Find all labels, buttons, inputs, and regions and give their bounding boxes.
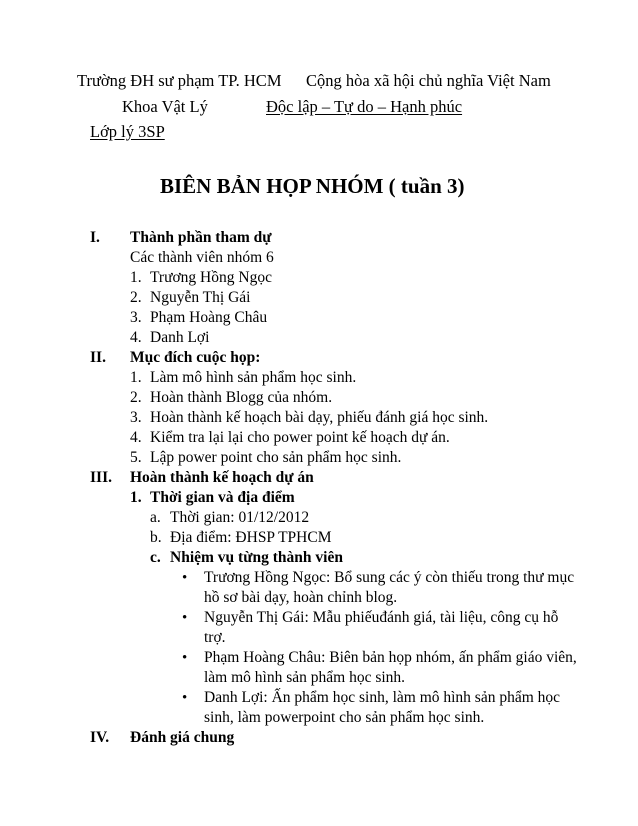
task-bullet-line: • Nguyễn Thị Gái: Mẫu phiếuđánh giá, tài liệu, công cụ hỗ (204, 608, 558, 628)
section-2-heading: Mục đích cuộc họp: (130, 349, 261, 366)
place-text: Địa điểm: ĐHSP TPHCM (170, 529, 332, 546)
task-bullet-line: • Trương Hồng Ngọc: Bổ sung các ý còn thiếu trong thư mục (204, 568, 574, 588)
time-text: Thời gian: 01/12/2012 (170, 509, 310, 526)
subsection-number: 1. (130, 489, 142, 506)
place-letter: b. (150, 529, 162, 546)
section-1-number: I. (90, 229, 100, 246)
section-2-number: II. (90, 349, 106, 366)
section-1-intro: Các thành viên nhóm 6 (130, 249, 274, 266)
task-bullet-line: • Phạm Hoàng Châu: Biên bản họp nhóm, ấn phẩm giáo viên, (204, 648, 577, 668)
purpose-number: 5. (130, 449, 142, 466)
task-bullet-continuation: làm mô hình sản phẩm học sinh. (204, 669, 406, 686)
national-motto: Độc lập – Tự do – Hạnh phúc (266, 97, 463, 116)
member-number: 2. (130, 289, 142, 306)
purpose-item: Hoàn thành Blogg của nhóm. (150, 389, 333, 406)
section-3-number: III. (90, 469, 112, 486)
member-name: Danh Lợi (150, 329, 210, 346)
purpose-number: 1. (130, 369, 142, 386)
section-4-heading: Đánh giá chung (130, 729, 235, 746)
subsection-heading: Thời gian và địa điểm (150, 489, 295, 506)
member-name: Phạm Hoàng Châu (150, 309, 268, 326)
member-name: Trương Hồng Ngọc (150, 269, 272, 286)
purpose-item: Lập power point cho sản phẩm học sinh. (150, 449, 402, 466)
section-1-heading: Thành phần tham dự (130, 229, 272, 246)
task-bullet-continuation: sinh, làm powerpoint cho sản phẩm học sinh. (204, 709, 485, 726)
member-number: 3. (130, 309, 142, 326)
purpose-item: Kiểm tra lại lại cho power point kế hoạch dự án. (150, 429, 450, 446)
purpose-number: 3. (130, 409, 142, 426)
school-name: Trường ĐH sư phạm TP. HCM (77, 71, 282, 90)
section-3-heading: Hoàn thành kế hoạch dự án (130, 469, 314, 486)
document-title: BIÊN BẢN HỌP NHÓM ( tuần 3) (160, 174, 465, 198)
class-name: Lớp lý 3SP (90, 122, 165, 141)
time-letter: a. (150, 509, 161, 526)
tasks-heading: Nhiệm vụ từng thành viên (170, 549, 343, 566)
purpose-item: Làm mô hình sản phẩm học sinh. (150, 369, 357, 386)
task-bullet-continuation: hồ sơ bài dạy, hoàn chỉnh blog. (204, 589, 398, 606)
task-bullet-line: • Danh Lợi: Ấn phẩm học sinh, làm mô hình sản phẩm học (204, 688, 560, 708)
member-number: 4. (130, 329, 142, 346)
purpose-number: 2. (130, 389, 142, 406)
task-bullet-continuation: trợ. (204, 629, 226, 646)
nation-name: Cộng hòa xã hội chủ nghĩa Việt Nam (306, 71, 551, 90)
purpose-item: Hoàn thành kế hoạch bài dạy, phiếu đánh giá học sinh. (150, 409, 489, 426)
section-4-number: IV. (90, 729, 110, 746)
purpose-number: 4. (130, 429, 142, 446)
faculty-name: Khoa Vật Lý (122, 97, 208, 116)
member-number: 1. (130, 269, 142, 286)
tasks-letter: c. (150, 549, 161, 566)
member-name: Nguyễn Thị Gái (150, 289, 251, 306)
